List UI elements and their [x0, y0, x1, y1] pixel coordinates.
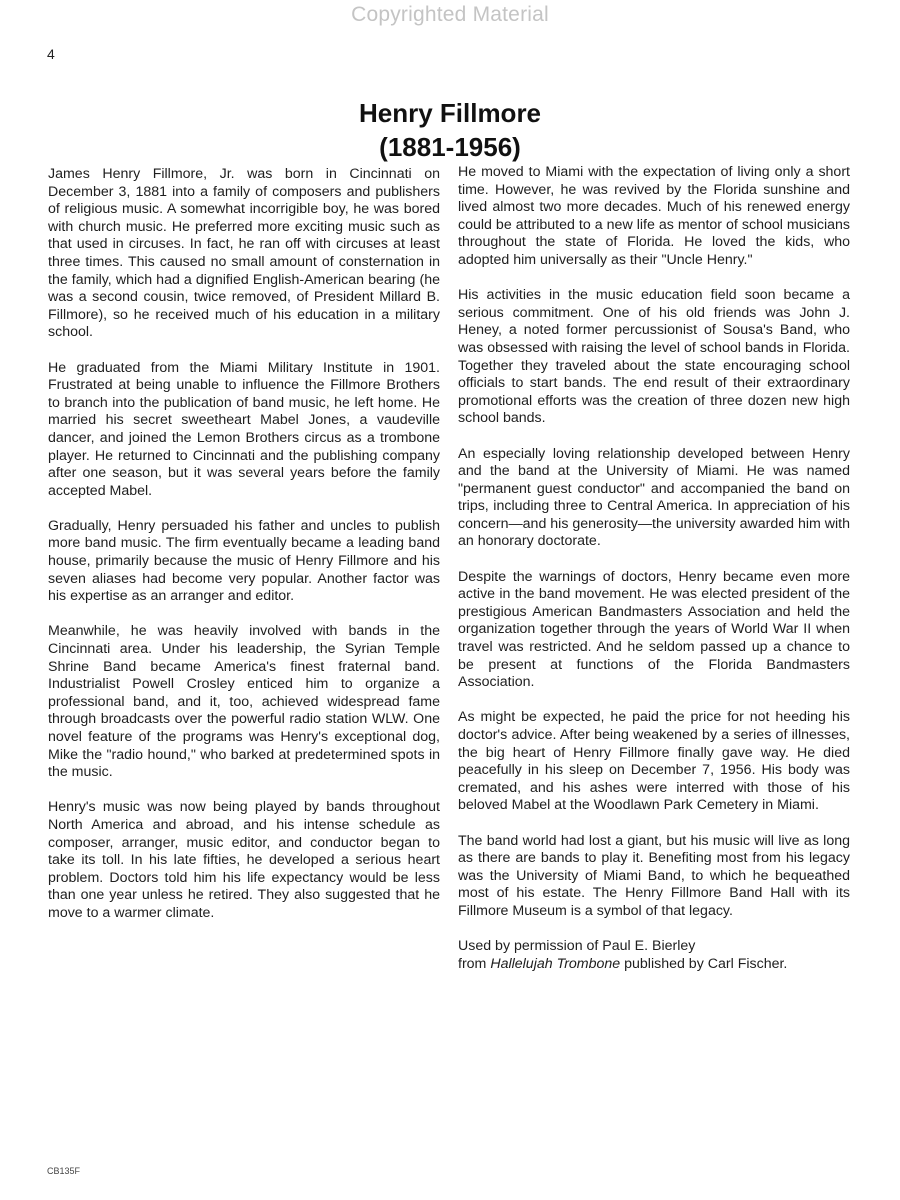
paragraph: Henry's music was now being played by bands throughout North America and abroad, and his intense schedule as composer, arranger, music editor, and conductor began to take its toll. In his late fifties, he developed a serious heart problem. Doctors told him his life expectancy would be less than one year unless he retired. They also suggested that he move to a warmer climate. [48, 799, 440, 921]
book-title: Hallelujah Trombone [490, 955, 621, 972]
credit-prefix: from [458, 955, 491, 972]
paragraph: The band world had lost a giant, but his music will live as long as there are bands to play it. Benefiting most from his legacy was the University of Miami Band, to which he bequeathed most of his estate. The Henry Fillmore Band Hall with its Fillmore Museum is a symbol of that legacy. [458, 832, 850, 919]
paragraph: James Henry Fillmore, Jr. was born in Cincinnati on December 3, 1881 into a family of composers and publishers of religious music. A somewhat incorrigible boy, he was bored with church music. He preferred more exciting music such as that used in circuses. In fact, he ran off with circuses at least three times. This caused no small amount of consternation in the family, which had a dignified English-American bearing (he was a second cousin, twice removed, of President Millard B. Fillmore), so he received much of his education in a military school. [48, 166, 440, 341]
paragraph: Gradually, Henry persuaded his father and uncles to publish more band music. The firm eventually became a leading band house, primarily because the music of Henry Fillmore and his seven aliases had become very popular. Another factor was his expertise as an arranger and editor. [48, 517, 440, 605]
title-block [0, 96, 900, 164]
paragraph: Despite the warnings of doctors, Henry became even more active in the band movement. He was elected president of the prestigious American Bandmasters Association and held the organization together through the years of World War II when travel was restricted. And he seldom passed up a chance to be present at functions of the Florida Bandmasters Association. [458, 568, 850, 691]
paragraph: As might be expected, he paid the price for not heeding his doctor's advice. After being weakened by a series of illnesses, the big heart of Henry Fillmore finally gave way. He died peacefully in his sleep on December 7, 1956. His body was cremated, and his ashes were interred with those of his beloved Mabel at the Woodlawn Park Cemetery in Miami. [458, 709, 850, 814]
page-subtitle: (1881-1956) [379, 132, 521, 162]
right-column [458, 164, 850, 973]
credit-source-line [458, 956, 850, 974]
paragraph: Meanwhile, he was heavily involved with bands in the Cincinnati area. Under his leadership, the Syrian Temple Shrine Band became America's finest fraternal band. Industrialist Powell Crosley enticed him to organize a professional band, and it, too, achieved widespread fame through broadcasts over the powerful radio station WLW. One novel feature of the programs was Henry's exceptional dog, Mike the "radio hound," who barked at predetermined spots in the music. [48, 623, 440, 781]
page-number: 4 [47, 46, 55, 62]
page-title: Henry Fillmore [358, 98, 542, 128]
paragraph: His activities in the music education field soon became a serious commitment. One of his old friends was John J. Heney, a noted former percussionist of Sousa's Band, who was obsessed with raising the level of school bands in Florida. Together they traveled about the state encouraging school officials to start bands. The end result of their extraordinary promotional efforts was the creation of three dozen new high school bands. [458, 287, 850, 427]
paragraph: He moved to Miami with the expectation of living only a short time. However, he was revived by the Florida sunshine and lived almost two more decades. Much of his renewed energy could be attributed to a new life as mentor of school musicians throughout the state of Florida. He loved the kids, who adopted him universally as their "Uncle Henry." [458, 164, 850, 268]
paragraph: He graduated from the Miami Military Institute in 1901. Frustrated at being unable to influence the Fillmore Brothers to branch into the publication of band music, he left home. He married his secret sweetheart Mabel Jones, a vaudeville dancer, and joined the Lemon Brothers circus as a trombone player. He returned to Cincinnati and the publishing company after one season, but it was several years before the family accepted Mabel. [48, 359, 440, 499]
paragraph: An especially loving relationship developed between Henry and the band at the University of Miami. He was named "permanent guest conductor" and accompanied the band on trips, including three to Central America. In appreciation of his concern—and his generosity—the university awarded him with an honorary doctorate. [458, 445, 850, 550]
copyright-watermark: Copyrighted Material [351, 3, 549, 26]
permission-credit [458, 938, 850, 973]
catalog-code: CB135F [47, 1166, 81, 1176]
left-column [48, 166, 440, 940]
credit-suffix: published by Carl Fischer. [620, 955, 788, 972]
credit-line: Used by permission of Paul E. Bierley [458, 938, 696, 955]
